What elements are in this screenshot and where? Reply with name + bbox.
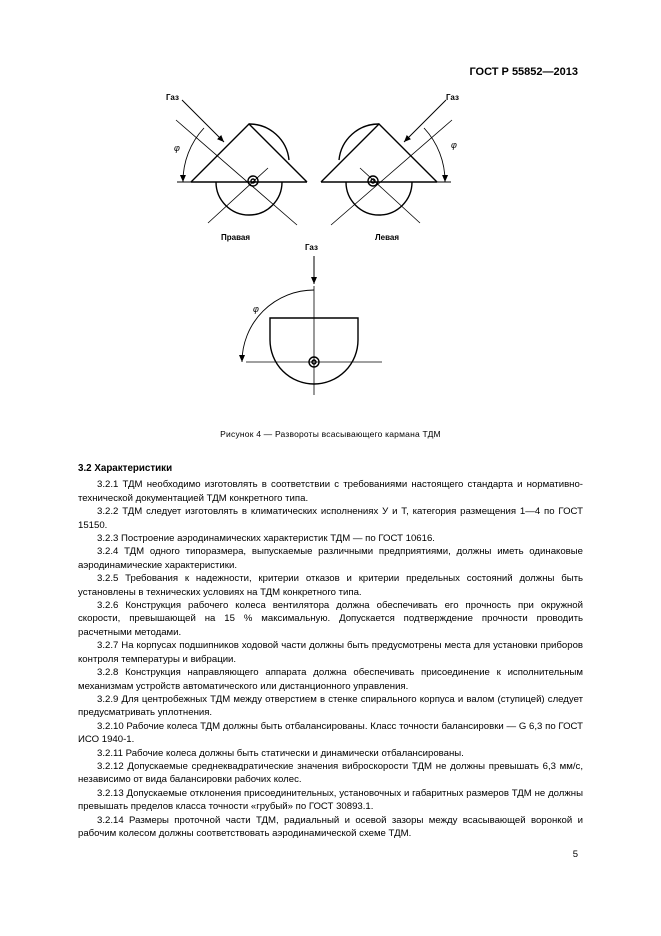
angle-label-right: φ (174, 143, 180, 153)
figure-4 (0, 0, 661, 440)
suction-pocket-diagram (0, 0, 661, 440)
gas-label-left: Газ (446, 93, 459, 102)
paragraph: 3.2.12 Допускаемые среднеквадратические значения виброскорости ТДМ не должны превышать 6,3 мм/с, независимо от вида балансировки рабочих колес. (78, 760, 583, 786)
paragraph: 3.2.3 Построение аэродинамических характеристик ТДМ — по ГОСТ 10616. (97, 533, 435, 545)
section-title: 3.2 Характеристики (78, 463, 173, 474)
bottom-variant-drawing (242, 256, 382, 395)
paragraph: 3.2.6 Конструкция рабочего колеса вентилятора должна обеспечивать его прочность при окружной скорости, превышающей на 15 % максимальную. Допускается подтверждение прочности проводить расчетными методами. (78, 600, 583, 638)
paragraph: 3.2.5 Требования к надежности, критерии отказов и критерии предельных состояний должны быть установлены в технических условиях на ТДМ конкретного типа. (78, 573, 583, 598)
figure-caption: Рисунок 4 — Развороты всасывающего кармана ТДМ (220, 429, 441, 439)
paragraph: 3.2.1 ТДМ необходимо изготовлять в соответствии с требованиями настоящего стандарта и нормативно-технической документацией ТДМ конкретного типа. (78, 479, 583, 504)
paragraph: 3.2.13 Допускаемые отклонения присоединительных, установочных и габаритных размеров ТДМ не должны превышать пределов класса точности «грубый» по ГОСТ 30893.1. (78, 787, 583, 813)
section-3-2 (78, 462, 583, 840)
left-variant-drawing (321, 100, 452, 225)
right-variant-drawing (176, 100, 307, 225)
angle-label-bottom: φ (253, 304, 259, 314)
angle-label-left: φ (451, 140, 457, 150)
right-variant-label: Правая (221, 233, 251, 242)
paragraph: 3.2.7 На корпусах подшипников ходовой части должны быть предусмотрены места для установки приборов контроля температуры и вибрации. (78, 640, 583, 665)
document-number: ГОСТ Р 55852—2013 (469, 66, 578, 78)
paragraph: 3.2.4 ТДМ одного типоразмера, выпускаемые различными предприятиями, должны иметь одинаковые аэродинамические характеристики. (78, 546, 583, 571)
left-variant-label: Левая (375, 233, 399, 242)
page-number: 5 (572, 849, 578, 860)
paragraph: 3.2.2 ТДМ следует изготовлять в климатических исполнениях У и Т, категория размещения 1—4 по ГОСТ 15150. (78, 506, 583, 531)
gas-label-right: Газ (166, 93, 179, 102)
gas-label-bottom: Газ (305, 243, 318, 252)
paragraph: 3.2.8 Конструкция направляющего аппарата должна обеспечивать присоединение к исполнительным механизмам устройств автоматического или дистанционного управления. (78, 667, 583, 692)
paragraph: 3.2.9 Для центробежных ТДМ между отверстием в стенке спирального корпуса и валом (ступицей) следует предусматривать уплотнения. (78, 693, 583, 719)
paragraph: 3.2.11 Рабочие колеса должны быть статически и динамически отбалансированы. (97, 747, 464, 759)
paragraph: 3.2.10 Рабочие колеса ТДМ должны быть отбалансированы. Класс точности балансировки — G 6,3 по ГОСТ ИСО 1940-1. (78, 720, 583, 746)
paragraph: 3.2.14 Размеры проточной части ТДМ, радиальный и осевой зазоры между всасывающей воронкой и рабочим колесом должны соответствовать аэродинамической схеме ТДМ. (78, 814, 583, 839)
